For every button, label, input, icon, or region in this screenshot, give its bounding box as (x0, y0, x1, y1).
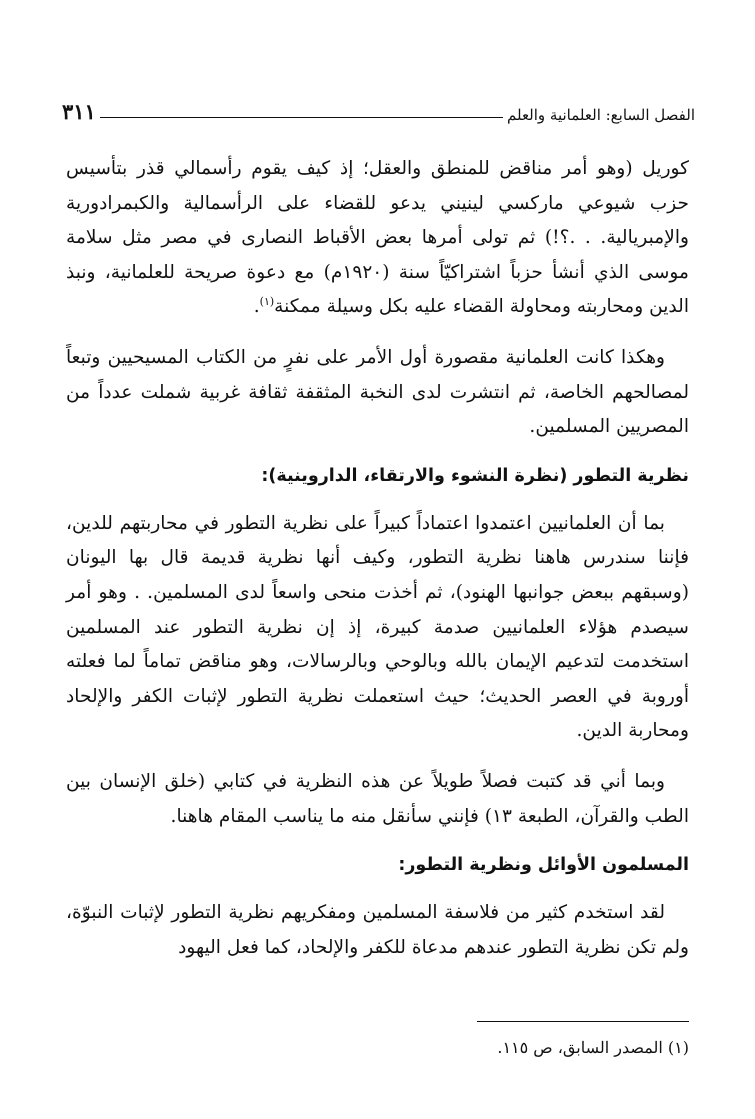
paragraph-gap (66, 445, 689, 461)
page-body (66, 152, 689, 965)
footnote-reference: (١) (259, 295, 275, 309)
paragraph-gap (66, 880, 689, 896)
paragraph-gap (66, 749, 689, 765)
page-number: ٣١١ (62, 99, 96, 124)
chapter-title: الفصل السابع: العلمانية والعلم (507, 106, 695, 124)
paragraph-5: لقد استخدم كثير من فلاسفة المسلمين ومفكريهم نظرية التطور لإثبات النبوّة، ولم تكن نظرية التطور عندهم مدعاة للكفر والإلحاد، كما فعل اليهود (66, 902, 689, 958)
footnote-rule (477, 1021, 689, 1022)
header-rule (100, 117, 503, 118)
paragraph-gap (66, 491, 689, 507)
paragraph-1-end: . (253, 296, 260, 318)
paragraph-4: وبما أني قد كتبت فصلاً طويلاً عن هذه النظرية في كتابي (خلق الإنسان بين الطب والقرآن، الطبعة ١٣) فإنني سأنقل منه ما يناسب المقام هاهنا. (66, 770, 689, 827)
section-heading-early-muslims: المسلمون الأوائل ونظرية التطور: (398, 855, 689, 876)
paragraph-gap (66, 834, 689, 850)
paragraph-3: بما أن العلمانيين اعتمدوا اعتماداً كبيراً على نظرية التطور في محاربتهم للدين، فإننا سندرس هاهنا نظرية التطور، وكيف أنها نظرية قديمة قال بها اليونان (وسبقهم ببعض جوانبها الهنود)، ثم أخذت منحى واسعاً لدى المسلمين. . وهو أمر سيصدم هؤلاء العلمانيين صدمة كبيرة، إذ إن نظرية التطور عند المسلمين استخدمت لتدعيم الإيمان بالله وبالوحي وبالرسالات، وهو مناقض تماماً لما فعلته أوروبة في العصر الحديث؛ حيث استعملت نظرية التطور لإثبات الكفر والإلحاد ومحاربة الدين. (66, 512, 689, 742)
paragraph-1-text: كوريل (وهو أمر مناقض للمنطق والعقل؛ إذ كيف يقوم رأسمالي قذر بتأسيس حزب شيوعي ماركسي لينيني يدعو للقضاء على الرأسمالية والكبمرادورية والإمبريالية. . .؟!) ثم تولى أمرها بعض الأقباط النصارى في مصر مثل سلامة موسى الذي أنشأ حزباً اشتراكيّاً سنة (١٩٢٠م) مع دعوة صريحة للعلمانية، ونبذ الدين ومحاربته ومحاولة القضاء عليه بكل وسيلة ممكنة (66, 158, 689, 318)
running-header (62, 92, 695, 124)
footnote: (١) المصدر السابق، ص ١١٥. (497, 1038, 689, 1057)
section-heading-evolution: نظرية التطور (نظرة النشوء والارتقاء، الداروينية): (261, 465, 689, 486)
paragraph-1 (66, 152, 689, 325)
paragraph-gap (66, 325, 689, 341)
paragraph-2: وهكذا كانت العلمانية مقصورة أول الأمر على نفرٍ من الكتاب المسيحيين وتبعاً لمصالحهم الخاصة، ثم انتشرت لدى النخبة المثقفة ثقافة غربية شملت عدداً من المصريين المسلمين. (66, 346, 689, 438)
